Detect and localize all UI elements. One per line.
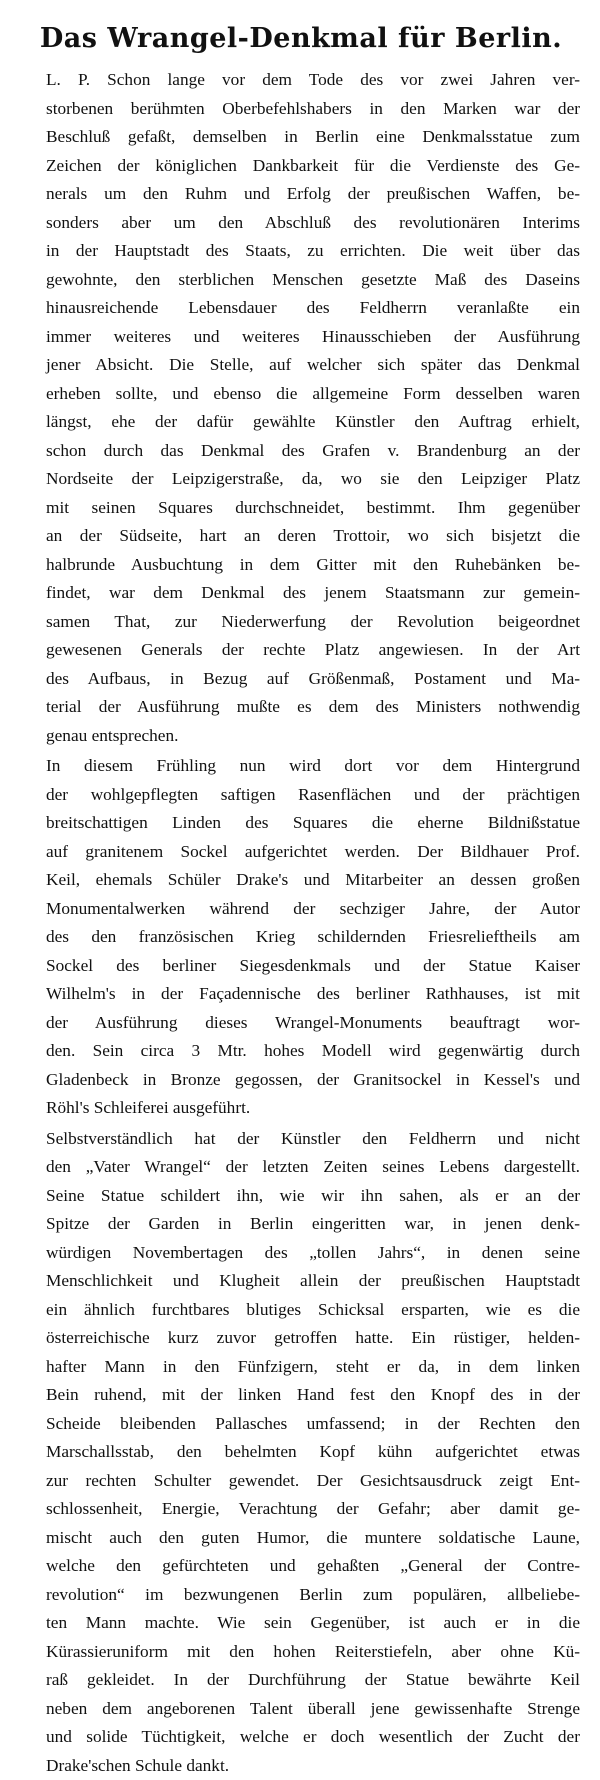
text-line: nerals um den Ruhm und Erfolg der preußischen Waffen, be-	[22, 180, 580, 209]
text-line: Röhl's Schleiferei ausgeführt.	[22, 1094, 580, 1123]
text-line: Nordseite der Leipzigerstraße, da, wo sie den Leipziger Platz	[22, 465, 580, 494]
text-line: Bein ruhend, mit der linken Hand fest den Knopf des in der	[22, 1381, 580, 1410]
text-line: in der Hauptstadt des Staats, zu errichten. Die weit über das	[22, 237, 580, 266]
text-line: mit seinen Squares durchschneidet, bestimmt. Ihm gegenüber	[22, 494, 580, 523]
text-line: mischt auch den guten Humor, die muntere soldatische Laune,	[22, 1524, 580, 1553]
text-line: schlossenheit, Energie, Verachtung der Gefahr; aber damit ge-	[22, 1495, 580, 1524]
text-line: würdigen Novembertagen des „tollen Jahrs“, in denen seine	[22, 1239, 580, 1268]
text-line: hafter Mann in den Fünfzigern, steht er da, in dem linken	[22, 1353, 580, 1382]
text-line: Kürassieruniform mit den hohen Reiterstiefeln, aber ohne Kü-	[22, 1638, 580, 1667]
text-line: jener Absicht. Die Stelle, auf welcher sich später das Denkmal	[22, 351, 580, 380]
text-line: der Ausführung dieses Wrangel-Monuments beauftragt wor-	[22, 1009, 580, 1038]
article-paragraph	[22, 752, 580, 1123]
text-line: halbrunde Ausbuchtung in dem Gitter mit den Ruhebänken be-	[22, 551, 580, 580]
text-line: Keil, ehemals Schüler Drake's und Mitarbeiter an dessen großen	[22, 866, 580, 895]
text-line: L. P. Schon lange vor dem Tode des vor zwei Jahren ver-	[22, 66, 580, 95]
text-line: storbenen berühmten Oberbefehlshabers in den Marken war der	[22, 95, 580, 124]
text-line: und solide Tüchtigkeit, welche er doch wesentlich der Zucht der	[22, 1723, 580, 1752]
article-body	[22, 66, 580, 1780]
text-line: schon durch das Denkmal des Grafen v. Brandenburg an der	[22, 437, 580, 466]
text-line: Seine Statue schildert ihn, wie wir ihn sahen, als er an der	[22, 1182, 580, 1211]
text-line: ein ähnlich furchtbares blutiges Schicksal ersparten, wie es die	[22, 1296, 580, 1325]
text-line: Spitze der Garden in Berlin eingeritten war, in jenen denk-	[22, 1210, 580, 1239]
text-line: Beschluß gefaßt, demselben in Berlin eine Denkmalsstatue zum	[22, 123, 580, 152]
article-paragraph	[22, 1125, 580, 1780]
text-line: an der Südseite, hart an deren Trottoir, wo sich bisjetzt die	[22, 522, 580, 551]
text-line: längst, ehe der dafür gewählte Künstler den Auftrag erhielt,	[22, 408, 580, 437]
text-line: Zeichen der königlichen Dankbarkeit für die Verdienste des Ge-	[22, 152, 580, 181]
text-line: österreichische kurz zuvor getroffen hatte. Ein rüstiger, helden-	[22, 1324, 580, 1353]
text-line: findet, war dem Denkmal des jenem Staatsmann zur gemein-	[22, 579, 580, 608]
text-line: zur rechten Schulter gewendet. Der Gesichtsausdruck zeigt Ent-	[22, 1467, 580, 1496]
text-line: raß gekleidet. In der Durchführung der Statue bewährte Keil	[22, 1666, 580, 1695]
text-line: Wilhelm's in der Façadennische des berliner Rathhauses, ist mit	[22, 980, 580, 1009]
text-line: gewesenen Generals der rechte Platz angewiesen. In der Art	[22, 636, 580, 665]
text-line: revolution“ im bezwungenen Berlin zum populären, allbeliebe-	[22, 1581, 580, 1610]
text-line: welche den gefürchteten und gehaßten „General der Contre-	[22, 1552, 580, 1581]
text-line: Menschlichkeit und Klugheit allein der preußischen Hauptstadt	[22, 1267, 580, 1296]
text-line: Selbstverständlich hat der Künstler den Feldherrn und nicht	[22, 1125, 580, 1154]
text-line: Marschallsstab, den behelmten Kopf kühn aufgerichtet etwas	[22, 1438, 580, 1467]
text-line: Scheide bleibenden Pallasches umfassend; in der Rechten den	[22, 1410, 580, 1439]
text-line: auf granitenem Sockel aufgerichtet werden. Der Bildhauer Prof.	[22, 838, 580, 867]
text-line: immer weiteres und weiteres Hinausschieben der Ausführung	[22, 323, 580, 352]
text-line: gewohnte, den sterblichen Menschen gesetzte Maß des Daseins	[22, 266, 580, 295]
text-line: Gladenbeck in Bronze gegossen, der Granitsockel in Kessel's und	[22, 1066, 580, 1095]
text-line: breitschattigen Linden des Squares die eherne Bildnißstatue	[22, 809, 580, 838]
text-line: den. Sein circa 3 Mtr. hohes Modell wird gegenwärtig durch	[22, 1037, 580, 1066]
article-title: Das Wrangel-Denkmal für Berlin.	[22, 22, 580, 56]
text-line: terial der Ausführung mußte es dem des Ministers nothwendig	[22, 693, 580, 722]
text-line: neben dem angeborenen Talent überall jene gewissenhafte Strenge	[22, 1695, 580, 1724]
text-line: Monumentalwerken während der sechziger Jahre, der Autor	[22, 895, 580, 924]
text-line: ten Mann machte. Wie sein Gegenüber, ist auch er in die	[22, 1609, 580, 1638]
text-line: samen That, zur Niederwerfung der Revolution beigeordnet	[22, 608, 580, 637]
text-line: des Aufbaus, in Bezug auf Größenmaß, Postament und Ma-	[22, 665, 580, 694]
text-line: sonders aber um den Abschluß des revolutionären Interims	[22, 209, 580, 238]
text-line: hinausreichende Lebensdauer des Feldherrn veranlaßte ein	[22, 294, 580, 323]
article-paragraph	[22, 66, 580, 750]
text-line: In diesem Frühling nun wird dort vor dem Hintergrund	[22, 752, 580, 781]
text-line: der wohlgepflegten saftigen Rasenflächen und der prächtigen	[22, 781, 580, 810]
text-line: Drake'schen Schule dankt.	[22, 1752, 580, 1780]
text-line: den „Vater Wrangel“ der letzten Zeiten seines Lebens dargestellt.	[22, 1153, 580, 1182]
text-line: genau entsprechen.	[22, 722, 580, 751]
text-line: Sockel des berliner Siegesdenkmals und der Statue Kaiser	[22, 952, 580, 981]
text-line: erheben sollte, und ebenso die allgemeine Form desselben waren	[22, 380, 580, 409]
text-line: des den französischen Krieg schildernden Friesrelieftheils am	[22, 923, 580, 952]
